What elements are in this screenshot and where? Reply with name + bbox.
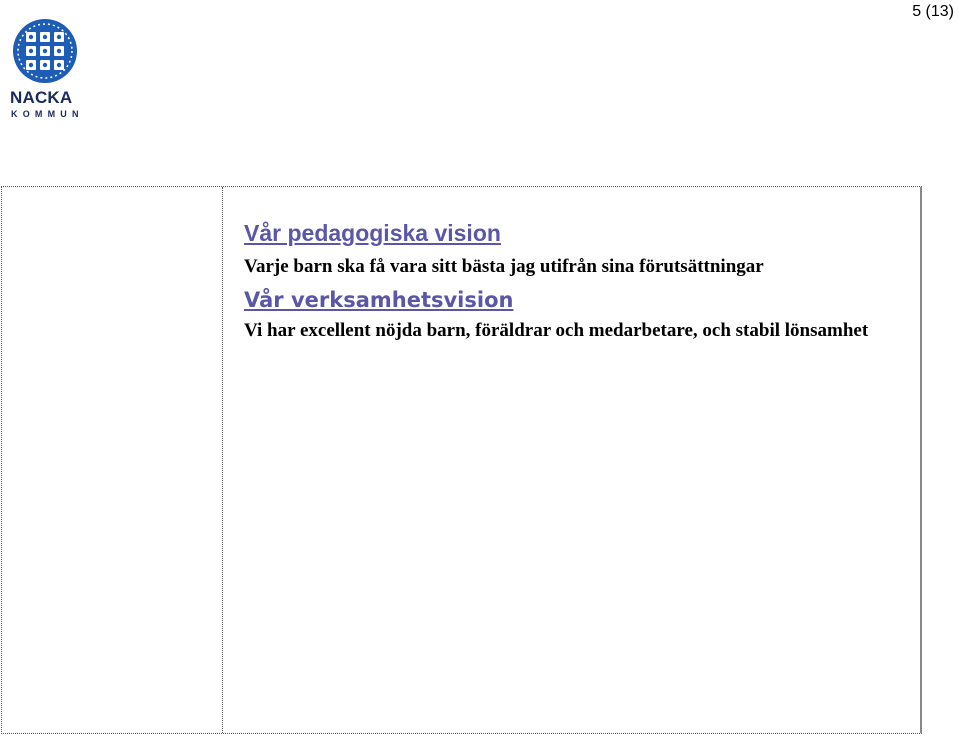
logo-name: NACKA (10, 88, 73, 107)
vision-section (244, 218, 904, 345)
business-vision-text: Vi har excellent nöjda barn, föräldrar och medarbetare, och stabil lönsamhet (244, 320, 869, 341)
page-number: 5 (13) (912, 3, 954, 20)
table-column-divider (222, 187, 223, 733)
logo-subtitle: KOMMUN (11, 109, 84, 119)
nacka-kommun-logo (10, 18, 82, 120)
pedagogical-vision-heading: Vår pedagogiska vision (244, 220, 501, 246)
business-vision-heading: Vår verksamhetsvision (244, 288, 514, 312)
pedagogical-vision-text: Varje barn ska få vara sitt bästa jag utifrån sina förutsättningar (244, 256, 764, 277)
nacka-emblem-icon (12, 18, 78, 84)
